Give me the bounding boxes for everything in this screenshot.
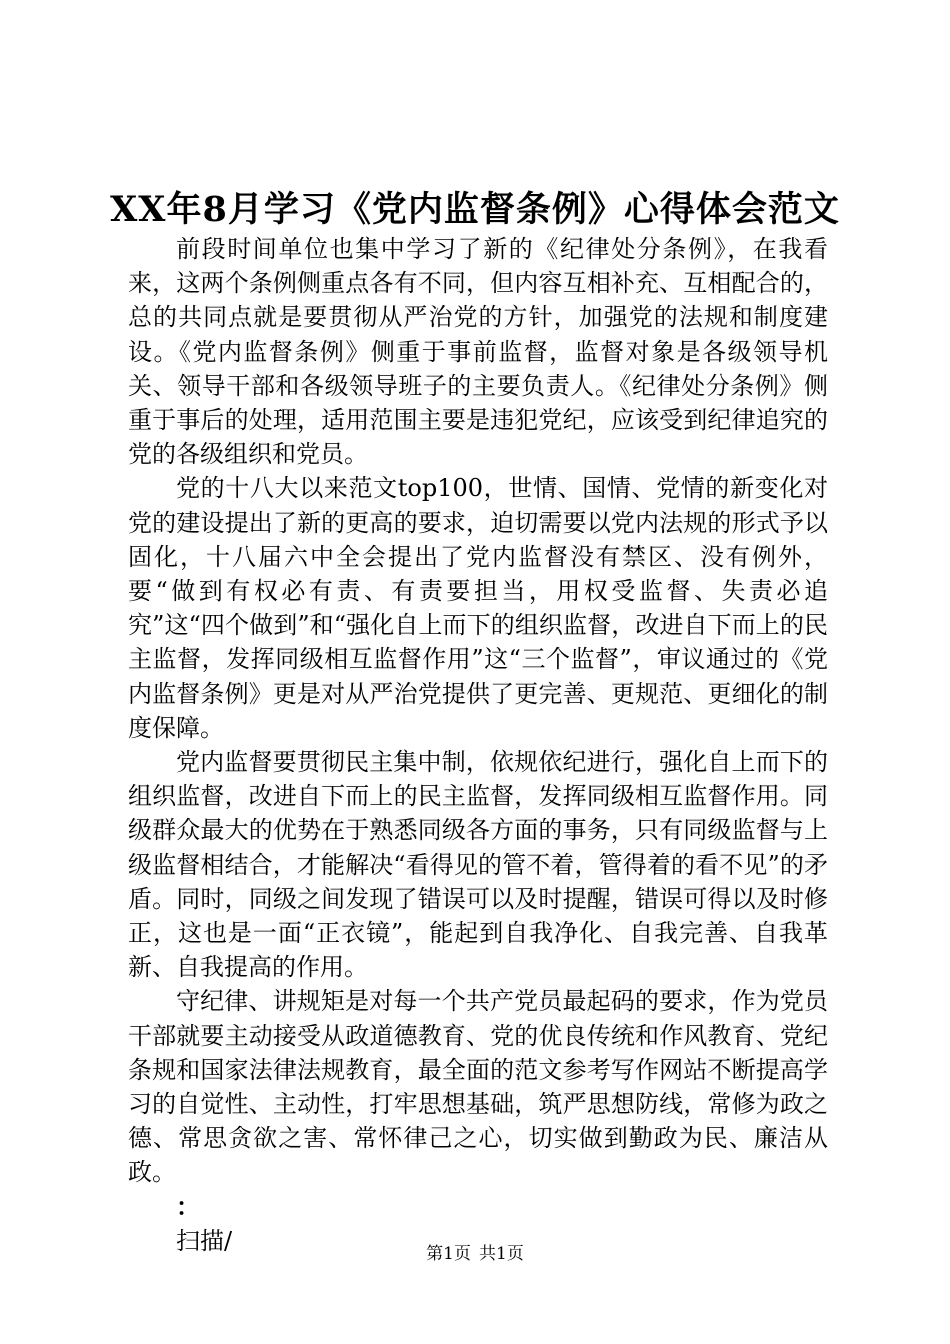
scan-line: 扫描/ [176,1226,233,1255]
page-footer [0,1242,950,1266]
paragraph-1: 前段时间单位也集中学习了新的《纪律处分条例》，在我看来，这两个条例侧重点各有不同，但内容互相补充、互相配合的，总的共同点就是要贯彻从严治党的方针，加强党的法规和制度建设。《党内监督条例》侧重于事前监督，监督对象是各级领导机关、领导干部和各级领导班子的主要负责人。《纪律处分条例》侧重于事后的处理，适用范围主要是违犯党纪，应该受到纪律追究的党的各级组织和党员。 [128,235,828,469]
document-title: XX年8月学习《党内监督条例》心得体会范文 [110,189,840,230]
paragraph-4: 守纪律、讲规矩是对每一个共产党员最起码的要求，作为党员干部就要主动接受从政道德教育、党的优良传统和作风教育、党纪条规和国家法律法规教育，最全面的范文参考写作网站不断提高学习的自觉性、主动性，打牢思想基础，筑严思想防线，常修为政之德、常思贪欲之害、常怀律己之心，切实做到勤政为民、廉洁从政。 [128,987,828,1187]
paragraph-3: 党内监督要贯彻民主集中制，依规依纪进行，强化自上而下的组织监督，改进自下而上的民主监督，发挥同级相互监督作用。同级群众最大的优势在于熟悉同级各方面的事务，只有同级监督与上级监督相结合，才能解决“看得见的管不着，管得着的看不见”的矛盾。同时，同级之间发现了错误可以及时提醒，错误可得以及时修正，这也是一面“正衣镜”，能起到自我净化、自我完善、自我革新、自我提高的作用。 [128,748,828,982]
page-total: 共1页 [479,1244,524,1264]
page-number: 第1页 [426,1244,471,1264]
document-body [128,232,828,1258]
paragraph-2: 党的十八大以来范文top100，世情、国情、党情的新变化对党的建设提出了新的更高的要求，迫切需要以党内法规的形式予以固化，十八届六中全会提出了党内监督没有禁区、没有例外，要“做到有权必有责、有责要担当，用权受监督、失责必追究”这“四个做到”和“强化自上而下的组织监督，改进自下而上的民主监督，发挥同级相互监督作用”这“三个监督”，审议通过的《党内监督条例》更是对从严治党提供了更完善、更规范、更细化的制度保障。 [128,474,828,742]
colon-line: ： [176,1191,200,1221]
